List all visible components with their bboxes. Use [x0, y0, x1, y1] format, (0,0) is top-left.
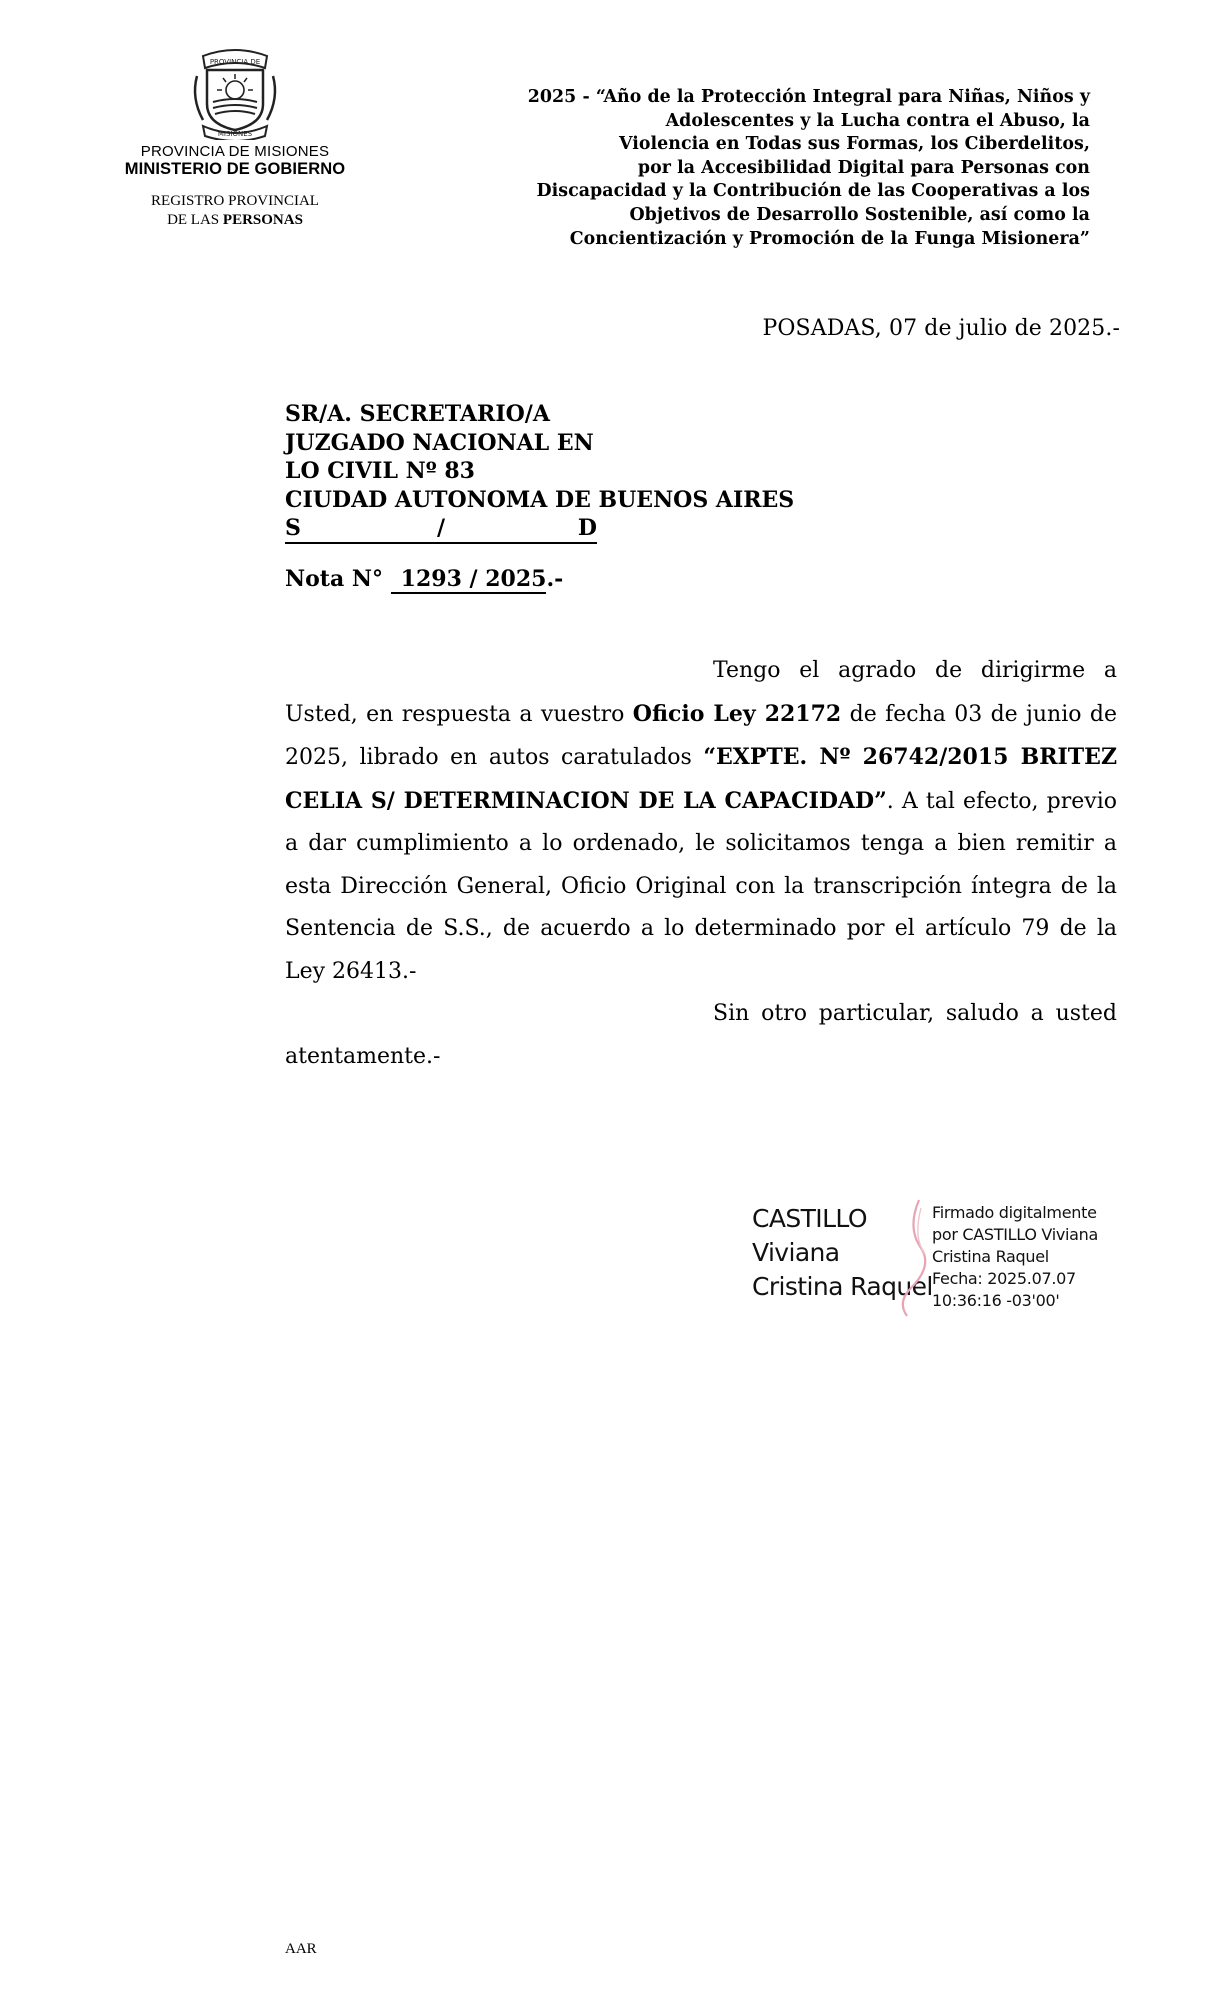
motto-line: Concientización y Promoción de la Funga Misionera” — [569, 228, 1090, 249]
province-name: PROVINCIA DE MISIONES — [140, 143, 330, 160]
digital-signature — [752, 1202, 1132, 1332]
letter-body — [285, 650, 1117, 1078]
motto-line: Objetivos de Desarrollo Sostenible, así como la — [629, 204, 1090, 225]
seal-lettering-top: PROVINCIA DE — [209, 58, 261, 66]
note-label: Nota N° — [285, 566, 383, 592]
motto-line: Violencia en Todas sus Formas, los Ciberdelitos, — [618, 134, 1090, 155]
signature-details — [932, 1202, 1098, 1312]
body-text-run: de fecha 03 de junio de 2025, librado en autos caratulados — [285, 701, 1117, 770]
sd-s: S — [285, 515, 301, 541]
sd-slash: / — [437, 515, 446, 541]
signature-detail-line: Fecha: 2025.07.07 — [932, 1269, 1076, 1288]
signer-name-line: Viviana — [752, 1238, 840, 1267]
registry-line-2-prefix: DE LAS — [167, 212, 223, 228]
signer-name-line: Cristina Raquel — [752, 1272, 933, 1301]
note-number-line — [285, 566, 563, 594]
addressee-line: SR/A. SECRETARIO/A — [285, 401, 550, 427]
motto-line: 2025 - “Año de la Protección Integral para Niñas, Niños y — [527, 87, 1090, 107]
place-date: POSADAS, 07 de julio de 2025.- — [762, 316, 1120, 341]
signature-mark-icon — [867, 1198, 937, 1318]
note-number: 1293 / 2025 — [391, 566, 547, 594]
registry-line-2-strong: PERSONAS — [222, 212, 303, 228]
addressee-block — [285, 400, 794, 544]
motto-line: Adolescentes y la Lucha contra el Abuso, la — [665, 110, 1090, 131]
su-despacho-line — [285, 514, 597, 544]
signature-detail-line: por CASTILLO Viviana — [932, 1225, 1099, 1244]
body-paragraph-1 — [285, 650, 1117, 993]
signature-detail-line: Firmado digitalmente — [932, 1203, 1097, 1222]
motto-line: por la Accesibilidad Digital para Personas con — [637, 157, 1090, 178]
addressee-line: CIUDAD AUTONOMA DE BUENOS AIRES — [285, 486, 795, 513]
ministry-name: MINISTERIO DE GOBIERNO — [124, 160, 346, 178]
body-paragraph-2: Sin otro particular, saludo a usted atentamente.- — [285, 1001, 1117, 1069]
case-caption: “EXPTE. Nº 26742/2015 BRITEZ CELIA S/ DETERMINACION DE LA CAPACIDAD” — [285, 744, 1118, 814]
registry-line-1: REGISTRO PROVINCIAL — [151, 193, 319, 209]
seal-lettering-bottom: MISIONES — [217, 130, 253, 138]
signer-name-line: CASTILLO — [752, 1204, 867, 1233]
institution-header — [100, 46, 370, 230]
motto-line: Discapacidad y la Contribución de las Cooperativas a los — [536, 181, 1090, 202]
registry-name — [100, 192, 370, 230]
provincial-seal-icon — [189, 46, 281, 140]
note-suffix: .- — [546, 566, 564, 592]
body-text-run: . A tal efecto, previo a dar cumplimiento a lo ordenado, le solicitamos tenga a bien remitir a esta Dirección General, Oficio Original con la transcripción íntegra de la Sentencia de S.S., de acuerdo a lo determinado por el artículo 79 de la Ley 26413.- — [285, 788, 1117, 984]
registry-line-2 — [100, 211, 370, 230]
signature-detail-line: Cristina Raquel — [932, 1247, 1049, 1266]
addressee-line: LO CIVIL Nº 83 — [285, 458, 475, 484]
sd-d: D — [577, 515, 597, 541]
addressee-line: JUZGADO NACIONAL EN — [285, 429, 594, 456]
signature-detail-line: 10:36:16 -03'00' — [932, 1291, 1060, 1310]
author-initials: AAR — [285, 1941, 317, 1957]
year-motto — [470, 86, 1090, 251]
oficio-reference: Oficio Ley 22172 — [632, 700, 842, 727]
body-text-run: Tengo el agrado de dirigirme a Usted, en respuesta a vuestro — [285, 658, 1117, 727]
